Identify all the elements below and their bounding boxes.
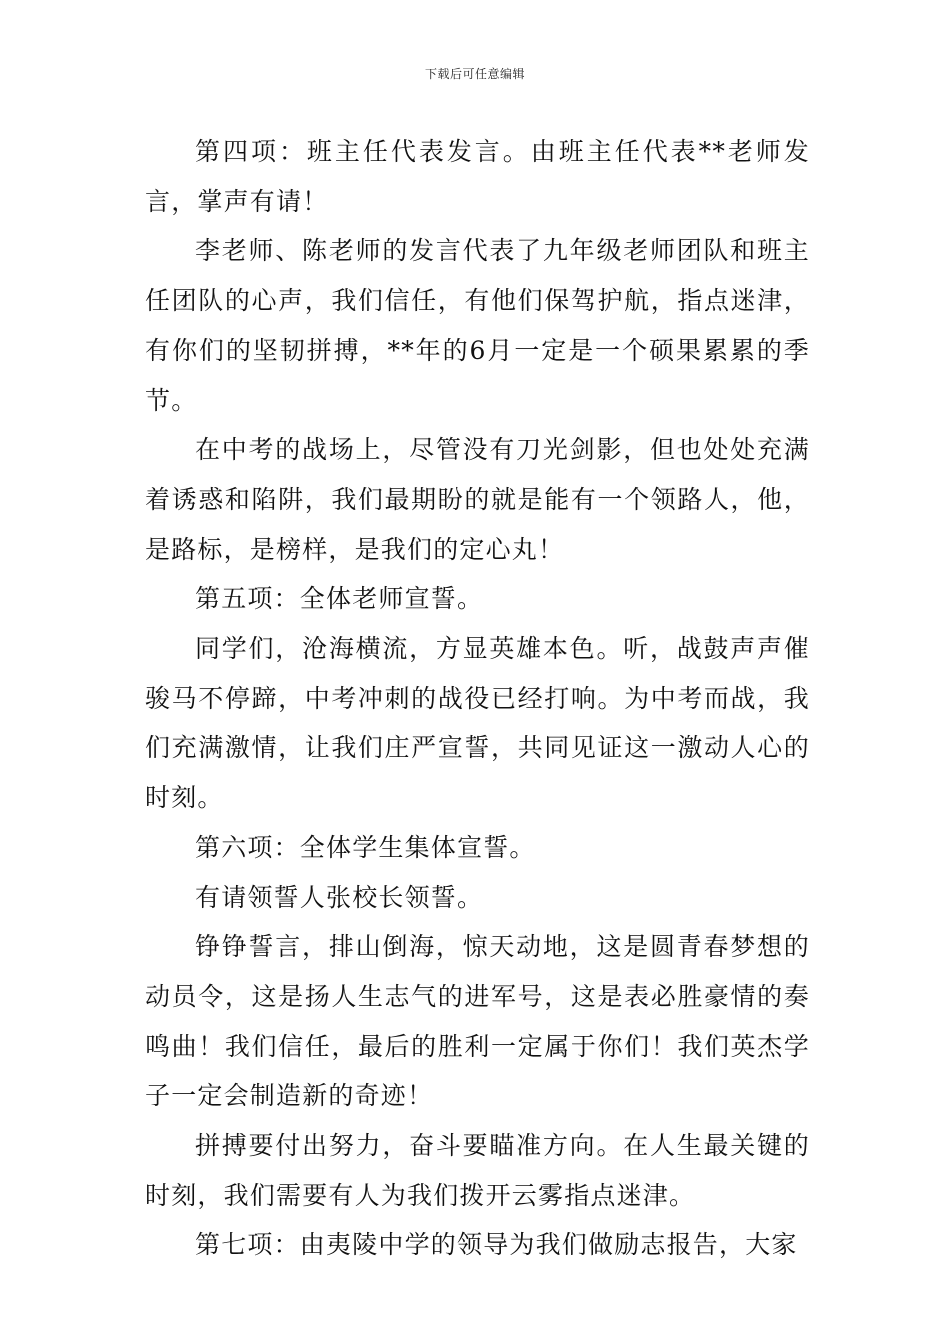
document-body xyxy=(145,127,810,1270)
paragraph-striving: 拼搏要付出努力，奋斗要瞄准方向。在人生最关键的时刻，我们需要有人为我们拨开云雾指点迷津。 xyxy=(145,1131,810,1210)
paragraph-students-call: 同学们，沧海横流，方显英雄本色。听，战鼓声声催骏马不停蹄，中考冲刺的战役已经打响。为中考而战，我们充满激情，让我们庄严宣誓，共同见证这一激动人心的时刻。 xyxy=(145,634,810,813)
paragraph-oath-leader: 有请领誓人张校长领誓。 xyxy=(195,882,484,912)
paragraph-exam-battlefield: 在中考的战场上，尽管没有刀光剑影，但也处处充满着诱惑和陷阱，我们最期盼的就是能有一个领路人，他，是路标，是榜样，是我们的定心丸！ xyxy=(145,435,810,564)
page-header: 下载后可任意编辑 xyxy=(424,67,525,81)
paragraph-item-4-speech: 第四项：班主任代表发言。由班主任代表**老师发言，掌声有请！ xyxy=(145,137,810,216)
paragraph-item-6-oath: 第六项：全体学生集体宣誓。 xyxy=(195,832,536,862)
paragraph-item-7-report: 第七项：由夷陵中学的领导为我们做励志报告，大家 xyxy=(195,1230,798,1260)
paragraph-oath-words: 铮铮誓言，排山倒海，惊天动地，这是圆青春梦想的动员令，这是扬人生志气的进军号，这是表必胜豪情的奏鸣曲！我们信任，最后的胜利一定属于你们！我们英杰学子一定会制造新的奇迹！ xyxy=(145,932,810,1111)
paragraph-item-5-oath: 第五项：全体老师宣誓。 xyxy=(195,584,484,614)
paragraph-teacher-speeches: 李老师、陈老师的发言代表了九年级老师团队和班主任团队的心声，我们信任，有他们保驾护航，指点迷津，有你们的坚韧拼搏，**年的6月一定是一个硕果累累的季节。 xyxy=(145,236,810,415)
